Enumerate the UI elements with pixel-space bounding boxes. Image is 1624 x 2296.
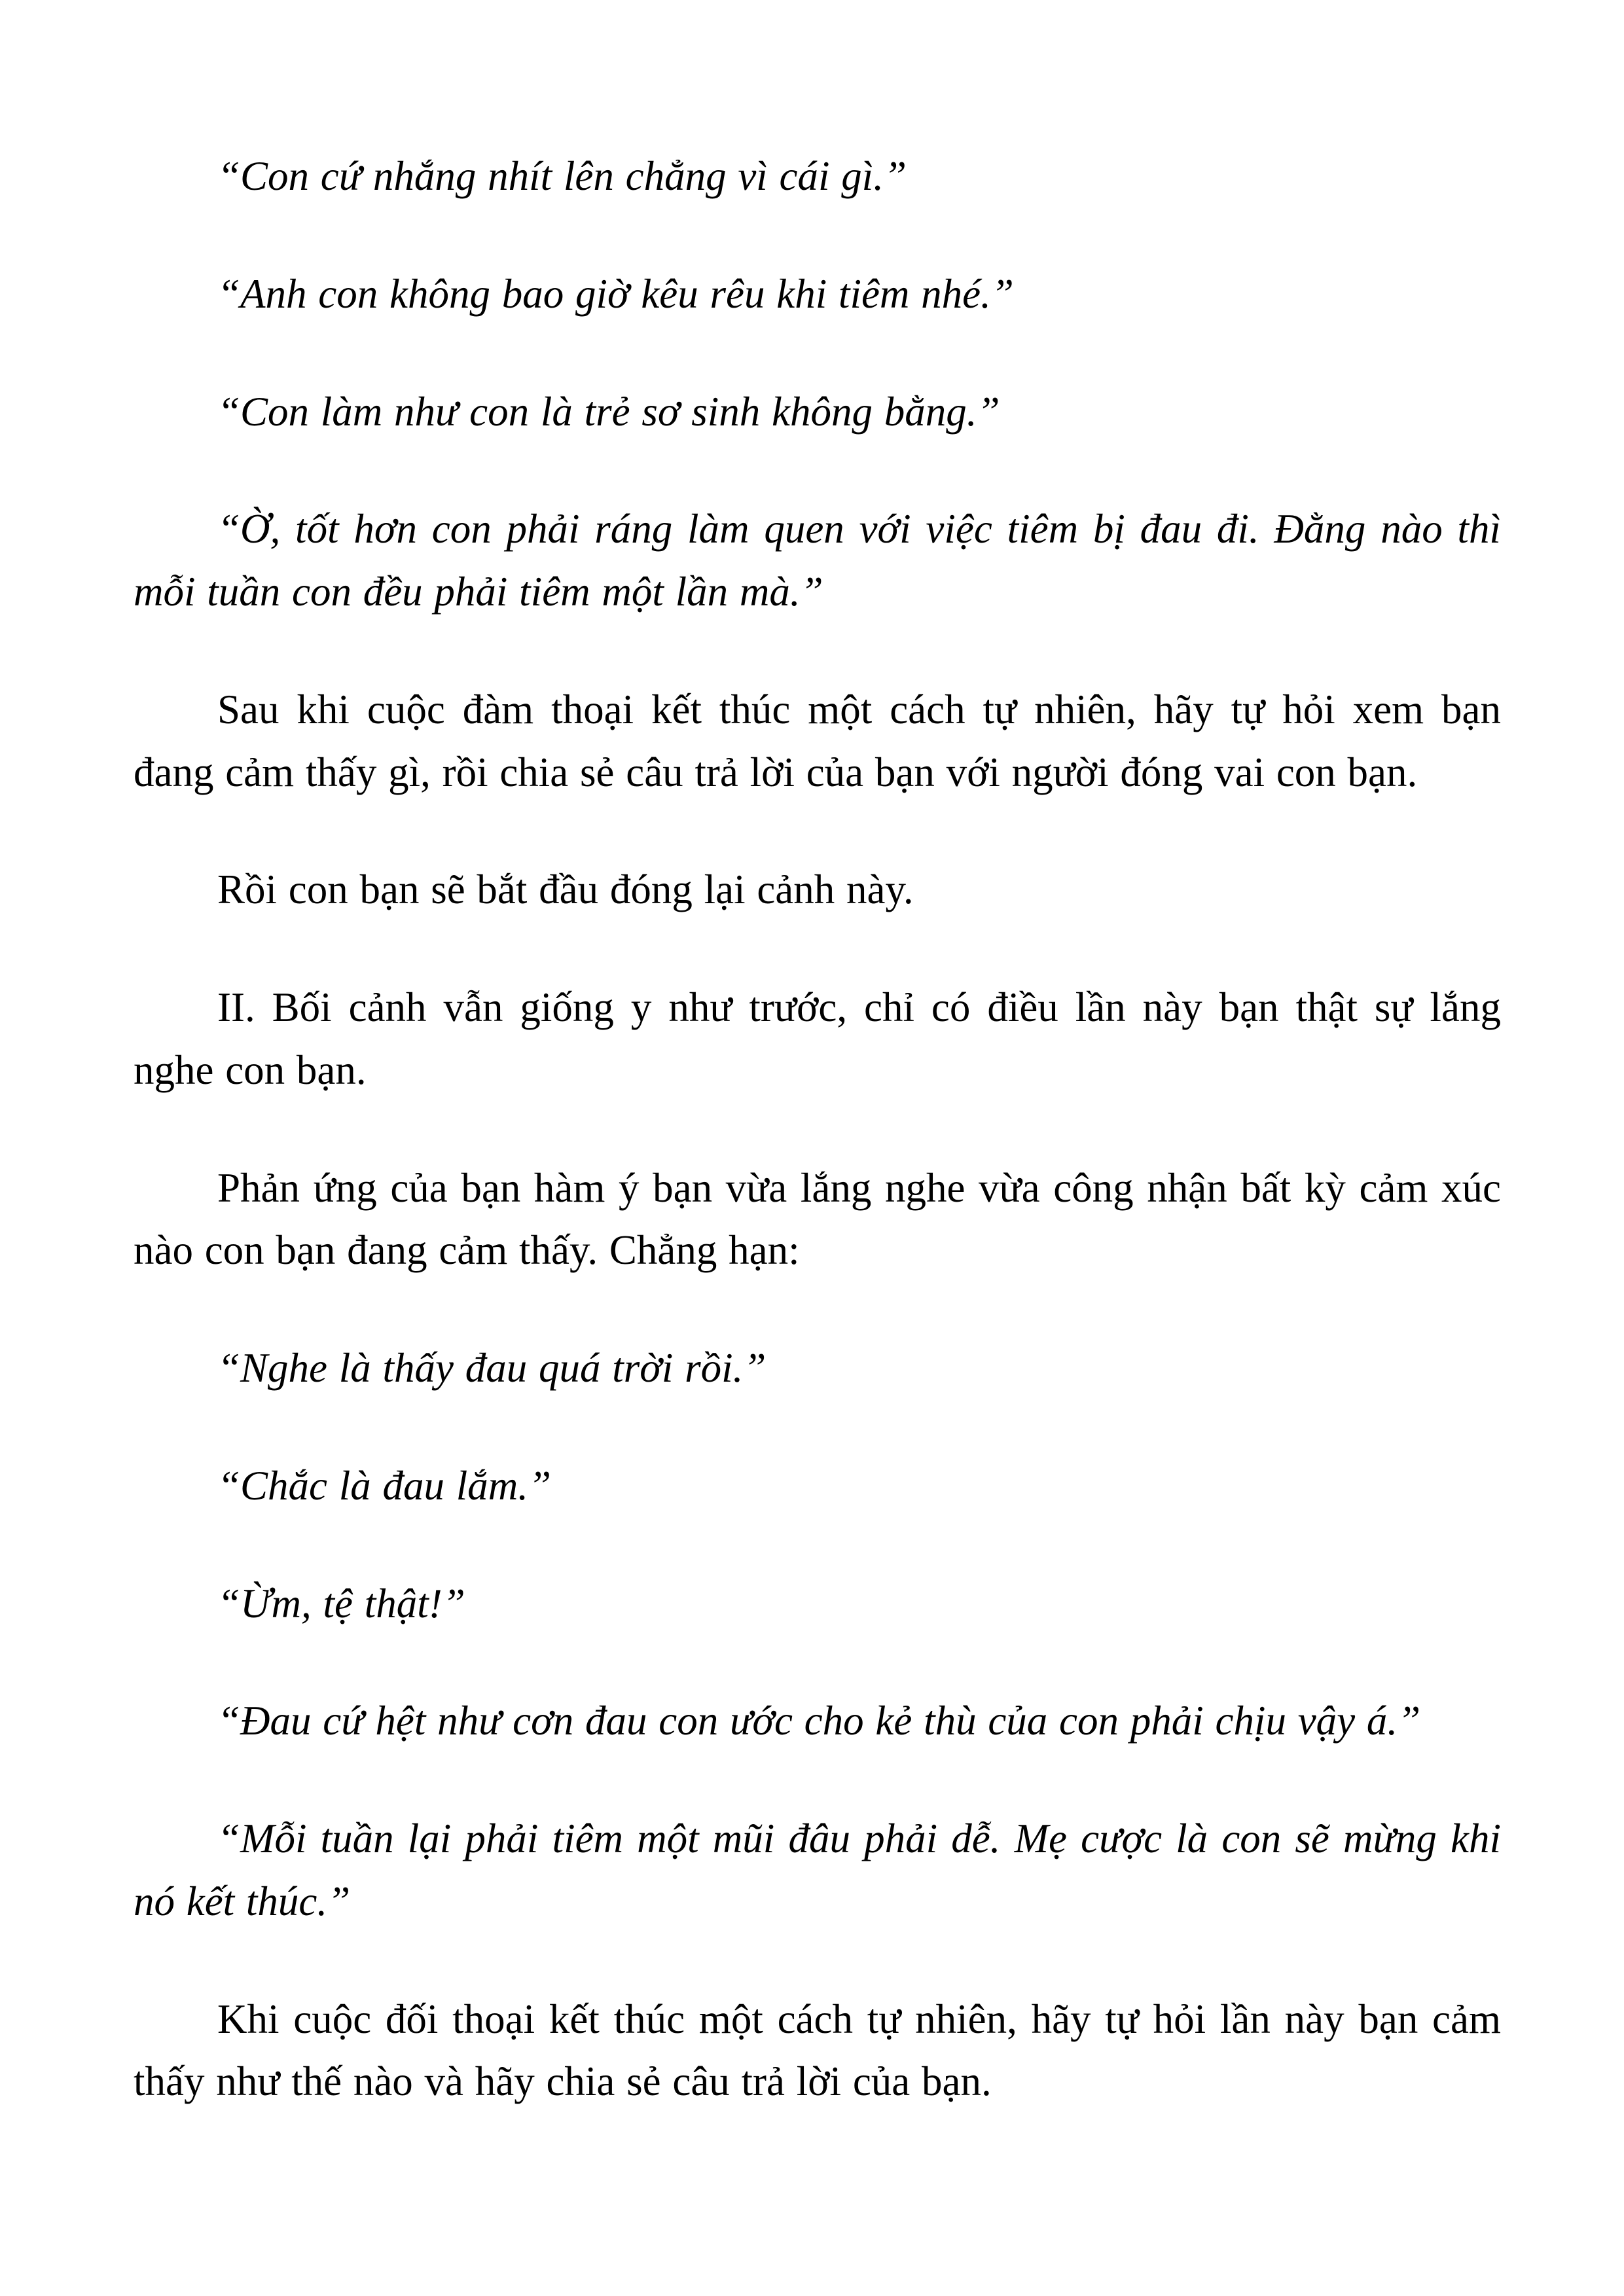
body-paragraph: Khi cuộc đối thoại kết thúc một cách tự nhiên, hãy tự hỏi lần này bạn cảm thấy như thế nào và hãy chia sẻ câu trả lời của bạn. [134,1996,1501,2105]
quote-paragraph: “Đau cứ hệt như cơn đau con ước cho kẻ thù của con phải chịu vậy á.” [217,1698,1421,1744]
quote-paragraph: “Con cứ nhắng nhít lên chẳng vì cái gì.” [217,153,907,199]
body-paragraph: Rồi con bạn sẽ bắt đầu đóng lại cảnh này. [217,867,914,913]
body-paragraph: Phản ứng của bạn hàm ý bạn vừa lắng nghe vừa công nhận bất kỳ cảm xúc nào con bạn đang cảm thấy. Chẳng hạn: [134,1164,1501,1274]
quote-paragraph: “Chắc là đau lắm.” [217,1462,552,1509]
body-paragraph: II. Bối cảnh vẫn giống y như trước, chỉ có điều lần này bạn thật sự lắng nghe con bạn. [134,984,1501,1093]
page-content [134,145,1501,2113]
quote-paragraph: “Anh con không bao giờ kêu rêu khi tiêm nhé.” [217,270,1014,317]
quote-paragraph: “Ừm, tệ thật!” [217,1580,465,1626]
quote-paragraph: “Con làm như con là trẻ sơ sinh không bằng.” [217,388,1000,435]
quote-paragraph: “Ờ, tốt hơn con phải ráng làm quen với việc tiêm bị đau đi. Đằng nào thì mỗi tuần con đều phải tiêm một lần mà.” [134,506,1501,615]
quote-paragraph: “Nghe là thấy đau quá trời rồi.” [217,1345,767,1391]
quote-paragraph: “Mỗi tuần lại phải tiêm một mũi đâu phải dễ. Mẹ cược là con sẽ mừng khi nó kết thúc.” [134,1816,1501,1924]
body-paragraph: Sau khi cuộc đàm thoại kết thúc một cách tự nhiên, hãy tự hỏi xem bạn đang cảm thấy gì, rồi chia sẻ câu trả lời của bạn với người đóng vai con bạn. [134,686,1501,795]
